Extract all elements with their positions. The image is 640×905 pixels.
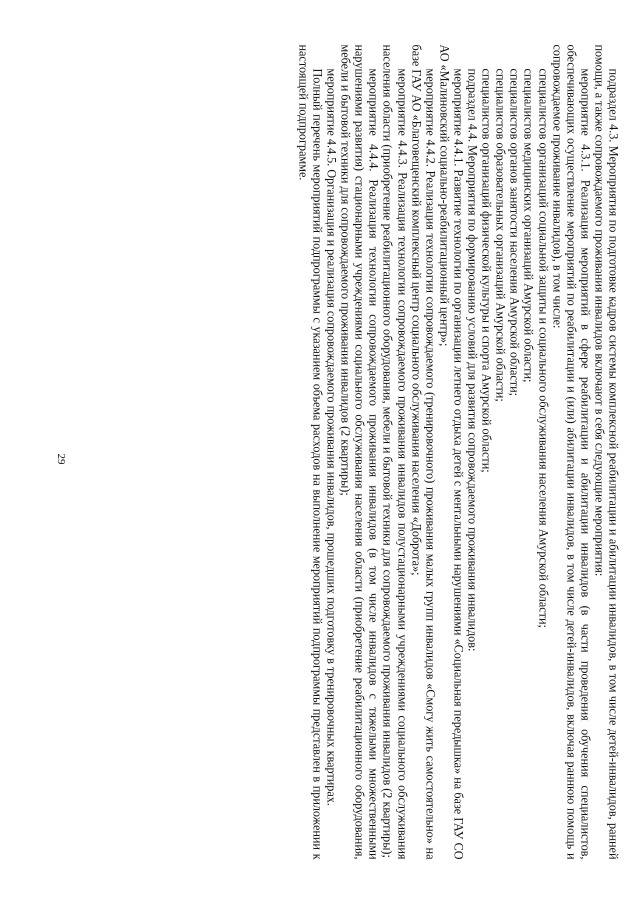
- paragraph-measure-4-4-5: мероприятие 4.4.5. Организация и реализация сопровождаемого проживания инвалидов, прошедших подготовку в тренировочных квартирах.: [324, 68, 339, 806]
- list-item: специалистов органов занятости населения Амурской области;: [507, 68, 522, 396]
- paragraph-measure-4-4-3: мероприятие 4.4.3. Реализация технологии сопровождаемого проживания инвалидов полустационарными учреждениями социального обслуживания населения области (приобретение реабилитационного оборудования, мебели и бытовой техники для сопровождаемого проживания инвалидов (2 квартиры);: [381, 44, 410, 860]
- paragraph-subsection-4-3: подраздел 4.3. Мероприятия по подготовке кадров системы комплексной реабилитации и абилитации инвалидов, в том числе детей-инвалидов, ранней помощи, а также сопровождаемого проживания инвалидов включают в себя следующие мероприятия:: [592, 44, 621, 860]
- list-item: специалистов медицинских организаций Амурской области;: [521, 68, 536, 383]
- list-item: специалистов организаций социальной защиты и социального обслуживания населения Амурской области;: [536, 68, 551, 628]
- page-number: 29: [55, 453, 67, 465]
- paragraph-subsection-4-4: подраздел 4.4. Мероприятия по формированию условий для развития сопровождаемого проживания инвалидов:: [465, 68, 480, 652]
- paragraph-measure-4-4-2: мероприятие 4.4.2. Реализация технологии сопровождаемого (тренировочного) проживания малых групп инвалидов «Смогу жить самостоятельно» на базе ГАУ АО «Благовещенский комплексный центр социального обслуживания населения «Доброта»;: [409, 44, 438, 860]
- paragraph-measure-4-4-4: мероприятие 4.4.4. Реализация технологии сопровождаемого проживания инвалидов (в том числе инвалидов с тяжелыми множественными нарушениями развития) стационарными учреждениями социального обслуживания населения области (приобретение реабилитационного оборудования, мебели и бытовой техники для сопровождаемого проживания инвалидов (2 квартиры);: [338, 44, 381, 860]
- paragraph-measure-4-3-1: мероприятие 4.3.1. Реализация мероприятий в сфере реабилитации и абилитации инвалидов (в части проведения обучения специалистов, обеспечивающих осуществление мероприятий по реабилитации и (или) абилитации инвалидов, в том числе детей-инвалидов, включая раннюю помощь и сопровождаемое проживание инвалидов), в том числе:: [550, 44, 593, 860]
- paragraph-full-list: Полный перечень мероприятий подпрограммы с указанием объема расходов на выполнение мероприятий подпрограммы представлен в приложении к настоящей подпрограмме.: [296, 44, 325, 860]
- list-item: специалистов организаций физической культуры и спорта Амурской области;: [479, 68, 494, 473]
- paragraph-measure-4-4-1: мероприятие 4.4.1. Развитие технологии по организации летнего отдыха детей с ментальными нарушениями «Социальная передышка» на базе ГАУ СО АО «Малиновский социально-реабилитационный центр»;: [437, 44, 466, 860]
- document-body: [181, 45, 621, 860]
- list-item: специалистов образовательных организаций Амурской области;: [493, 68, 508, 402]
